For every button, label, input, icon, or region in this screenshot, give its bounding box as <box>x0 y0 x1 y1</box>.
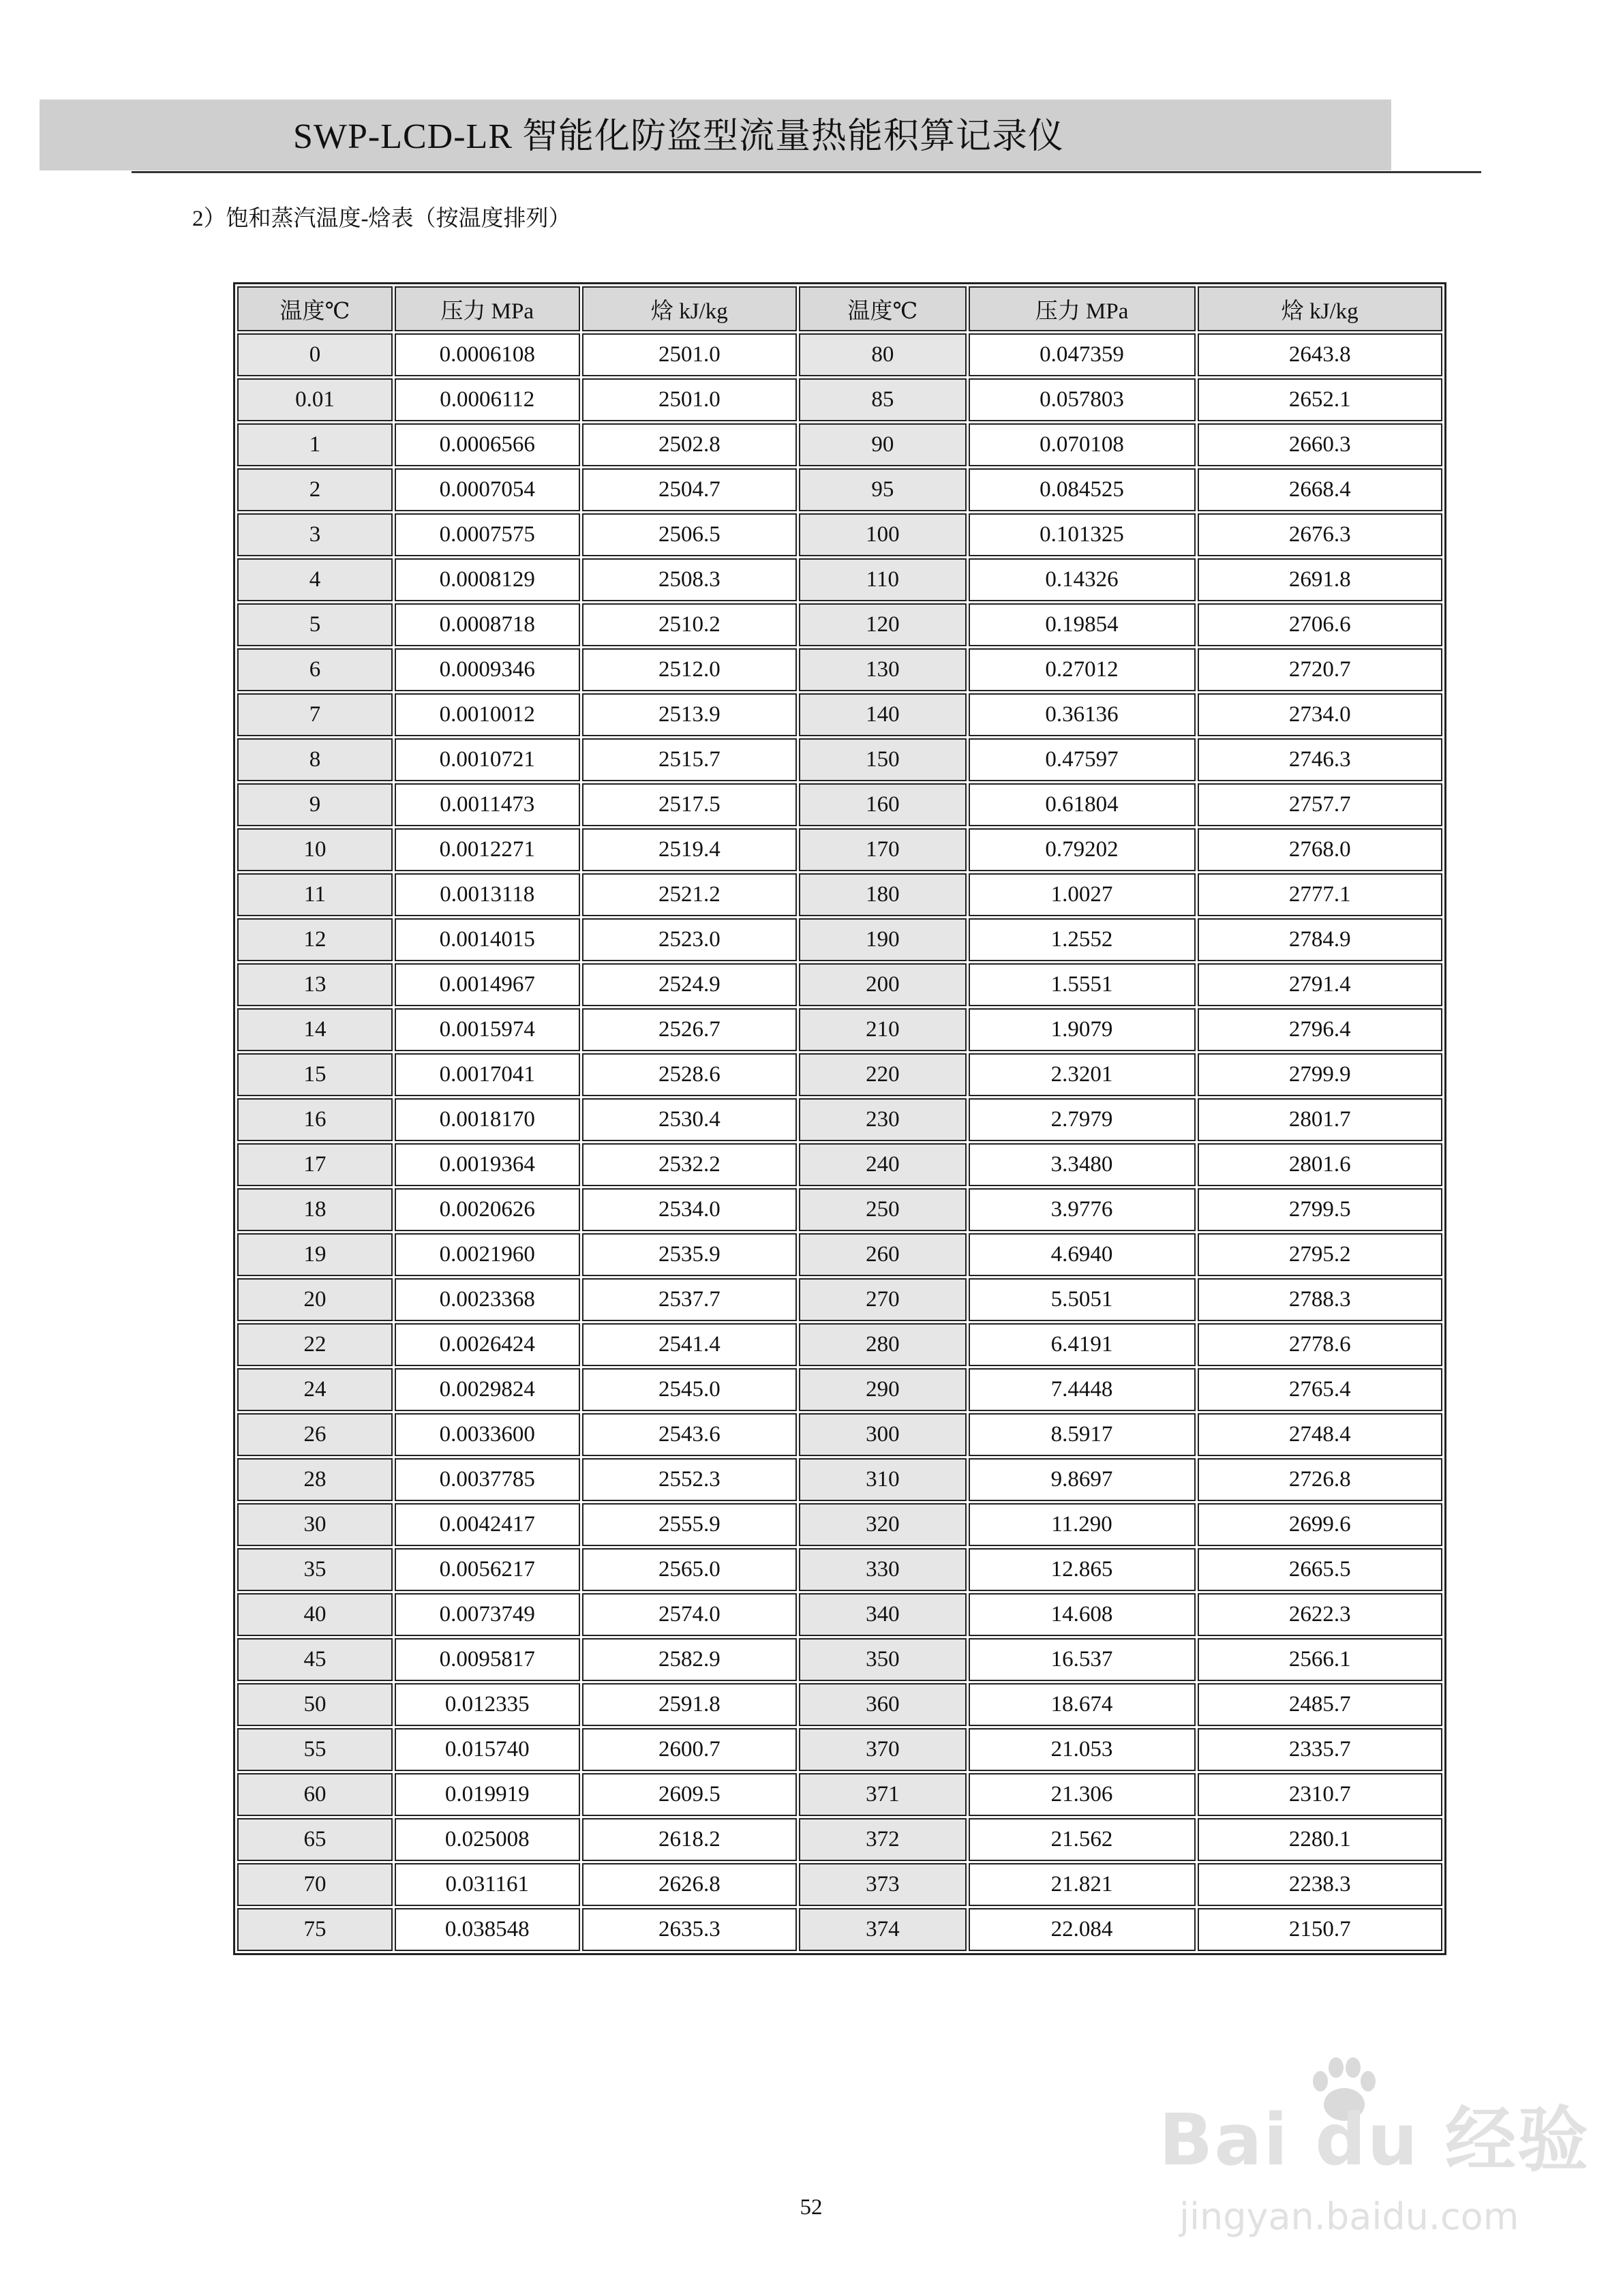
column-header: 温度℃ <box>799 286 966 331</box>
table-cell: 35 <box>237 1548 393 1591</box>
table-cell: 2777.1 <box>1198 873 1442 916</box>
table-cell: 0.0033600 <box>395 1413 580 1456</box>
table-cell: 45 <box>237 1638 393 1681</box>
table-body <box>237 333 1442 1951</box>
table-cell: 220 <box>799 1053 966 1096</box>
table-cell: 0.0029824 <box>395 1368 580 1411</box>
table-cell: 0.0017041 <box>395 1053 580 1096</box>
table-cell: 240 <box>799 1143 966 1186</box>
table-cell: 2513.9 <box>582 693 798 736</box>
table-cell: 0.0023368 <box>395 1278 580 1321</box>
table-cell: 21.562 <box>969 1818 1196 1861</box>
table-cell: 5.5051 <box>969 1278 1196 1321</box>
watermark-url: jingyan.baidu.com <box>1179 2195 1519 2238</box>
table-cell: 60 <box>237 1773 393 1816</box>
table-cell: 0.012335 <box>395 1683 580 1726</box>
table-row <box>237 648 1442 691</box>
table-cell: 0.0019364 <box>395 1143 580 1186</box>
table-cell: 2699.6 <box>1198 1503 1442 1546</box>
table-cell: 110 <box>799 558 966 601</box>
table-cell: 55 <box>237 1728 393 1771</box>
table-cell: 0.0007054 <box>395 468 580 511</box>
table-cell: 0.36136 <box>969 693 1196 736</box>
table-row <box>237 1053 1442 1096</box>
table-row <box>237 333 1442 376</box>
table-cell: 0.0021960 <box>395 1233 580 1276</box>
table-cell: 2626.8 <box>582 1863 798 1906</box>
table-cell: 75 <box>237 1908 393 1951</box>
table-row <box>237 1188 1442 1231</box>
table-cell: 0.47597 <box>969 738 1196 781</box>
table-cell: 14 <box>237 1008 393 1051</box>
table-cell: 2535.9 <box>582 1233 798 1276</box>
table-cell: 2801.7 <box>1198 1098 1442 1141</box>
table-row <box>237 423 1442 466</box>
table-row <box>237 1503 1442 1546</box>
table-cell: 0.0006112 <box>395 378 580 421</box>
table-cell: 2734.0 <box>1198 693 1442 736</box>
table-cell: 0.0037785 <box>395 1458 580 1501</box>
column-header: 压力 MPa <box>969 286 1196 331</box>
table-row <box>237 1098 1442 1141</box>
table-cell: 2519.4 <box>582 828 798 871</box>
table-cell: 200 <box>799 963 966 1006</box>
table-cell: 0.0006108 <box>395 333 580 376</box>
table-cell: 0.0006566 <box>395 423 580 466</box>
table-cell: 2532.2 <box>582 1143 798 1186</box>
table-row <box>237 1863 1442 1906</box>
table-cell: 85 <box>799 378 966 421</box>
table-cell: 10 <box>237 828 393 871</box>
table-cell: 0.0014015 <box>395 918 580 961</box>
table-cell: 0.0056217 <box>395 1548 580 1591</box>
column-header: 温度℃ <box>237 286 393 331</box>
table-cell: 290 <box>799 1368 966 1411</box>
table-cell: 371 <box>799 1773 966 1816</box>
table-cell: 2609.5 <box>582 1773 798 1816</box>
table-cell: 250 <box>799 1188 966 1231</box>
table-cell: 22.084 <box>969 1908 1196 1951</box>
table-row <box>237 1638 1442 1681</box>
table-cell: 24 <box>237 1368 393 1411</box>
table-cell: 0.0073749 <box>395 1593 580 1636</box>
table-cell: 2523.0 <box>582 918 798 961</box>
table-cell: 0.0026424 <box>395 1323 580 1366</box>
table-cell: 18 <box>237 1188 393 1231</box>
table-row <box>237 1233 1442 1276</box>
column-header: 压力 MPa <box>395 286 580 331</box>
table-cell: 140 <box>799 693 966 736</box>
table-cell: 2512.0 <box>582 648 798 691</box>
table-cell: 30 <box>237 1503 393 1546</box>
table-cell: 13 <box>237 963 393 1006</box>
table-cell: 2 <box>237 468 393 511</box>
table-row <box>237 1773 1442 1816</box>
table-cell: 0.038548 <box>395 1908 580 1951</box>
table-cell: 2618.2 <box>582 1818 798 1861</box>
table-cell: 190 <box>799 918 966 961</box>
table-cell: 17 <box>237 1143 393 1186</box>
table-cell: 180 <box>799 873 966 916</box>
table-cell: 2665.5 <box>1198 1548 1442 1591</box>
table-cell: 95 <box>799 468 966 511</box>
table-cell: 2552.3 <box>582 1458 798 1501</box>
table-cell: 1.0027 <box>969 873 1196 916</box>
table-cell: 3 <box>237 513 393 556</box>
table-cell: 0.0008129 <box>395 558 580 601</box>
table-cell: 2555.9 <box>582 1503 798 1546</box>
table-cell: 2537.7 <box>582 1278 798 1321</box>
table-cell: 0.0095817 <box>395 1638 580 1681</box>
table-cell: 2676.3 <box>1198 513 1442 556</box>
table-cell: 15 <box>237 1053 393 1096</box>
table-cell: 2799.5 <box>1198 1188 1442 1231</box>
table-cell: 12.865 <box>969 1548 1196 1591</box>
table-cell: 2545.0 <box>582 1368 798 1411</box>
table-cell: 4.6940 <box>969 1233 1196 1276</box>
table-cell: 0.019919 <box>395 1773 580 1816</box>
table-cell: 2521.2 <box>582 873 798 916</box>
table-row <box>237 1908 1442 1951</box>
table-cell: 2574.0 <box>582 1593 798 1636</box>
table-row <box>237 468 1442 511</box>
table-cell: 0.0011473 <box>395 783 580 826</box>
table-cell: 2502.8 <box>582 423 798 466</box>
table-cell: 2668.4 <box>1198 468 1442 511</box>
table-cell: 2746.3 <box>1198 738 1442 781</box>
table-cell: 0.057803 <box>969 378 1196 421</box>
table-cell: 2526.7 <box>582 1008 798 1051</box>
table-cell: 9.8697 <box>969 1458 1196 1501</box>
table-cell: 2541.4 <box>582 1323 798 1366</box>
table-row <box>237 738 1442 781</box>
baidu-jingyan-watermark <box>1159 2055 1590 2274</box>
table-cell: 270 <box>799 1278 966 1321</box>
table-cell: 2517.5 <box>582 783 798 826</box>
table-cell: 120 <box>799 603 966 646</box>
table-cell: 18.674 <box>969 1683 1196 1726</box>
table-cell: 19 <box>237 1233 393 1276</box>
table-cell: 0.0013118 <box>395 873 580 916</box>
table-cell: 280 <box>799 1323 966 1366</box>
table-cell: 0.79202 <box>969 828 1196 871</box>
table-cell: 320 <box>799 1503 966 1546</box>
table-row <box>237 1818 1442 1861</box>
table-cell: 16.537 <box>969 1638 1196 1681</box>
table-cell: 2757.7 <box>1198 783 1442 826</box>
table-row <box>237 828 1442 871</box>
table-cell: 21.053 <box>969 1728 1196 1771</box>
table-cell: 0 <box>237 333 393 376</box>
table-cell: 2238.3 <box>1198 1863 1442 1906</box>
table-row <box>237 1683 1442 1726</box>
table-cell: 2788.3 <box>1198 1278 1442 1321</box>
table-cell: 2643.8 <box>1198 333 1442 376</box>
table-cell: 2335.7 <box>1198 1728 1442 1771</box>
table-row <box>237 1323 1442 1366</box>
table-cell: 9 <box>237 783 393 826</box>
table-cell: 90 <box>799 423 966 466</box>
table-cell: 170 <box>799 828 966 871</box>
table-cell: 0.0008718 <box>395 603 580 646</box>
table-row <box>237 513 1442 556</box>
table-cell: 2.7979 <box>969 1098 1196 1141</box>
table-row <box>237 1278 1442 1321</box>
table-cell: 2720.7 <box>1198 648 1442 691</box>
table-row <box>237 1548 1442 1591</box>
table-cell: 0.070108 <box>969 423 1196 466</box>
table-cell: 4 <box>237 558 393 601</box>
table-cell: 2748.4 <box>1198 1413 1442 1456</box>
table-cell: 2591.8 <box>582 1683 798 1726</box>
table-row <box>237 1143 1442 1186</box>
table-cell: 20 <box>237 1278 393 1321</box>
table-cell: 300 <box>799 1413 966 1456</box>
table-cell: 7.4448 <box>969 1368 1196 1411</box>
table-cell: 0.0010721 <box>395 738 580 781</box>
table-cell: 230 <box>799 1098 966 1141</box>
table-row <box>237 1008 1442 1051</box>
table-row <box>237 1728 1442 1771</box>
table-cell: 373 <box>799 1863 966 1906</box>
table-cell: 0.031161 <box>395 1863 580 1906</box>
table-cell: 0.0015974 <box>395 1008 580 1051</box>
table-cell: 2652.1 <box>1198 378 1442 421</box>
table-cell: 65 <box>237 1818 393 1861</box>
table-row <box>237 1593 1442 1636</box>
table-row <box>237 1458 1442 1501</box>
table-cell: 16 <box>237 1098 393 1141</box>
table-cell: 2501.0 <box>582 378 798 421</box>
table-cell: 2530.4 <box>582 1098 798 1141</box>
table-cell: 372 <box>799 1818 966 1861</box>
table-cell: 2691.8 <box>1198 558 1442 601</box>
table-cell: 0.0009346 <box>395 648 580 691</box>
table-cell: 370 <box>799 1728 966 1771</box>
table-cell: 2784.9 <box>1198 918 1442 961</box>
table-row <box>237 378 1442 421</box>
table-row <box>237 603 1442 646</box>
table-cell: 2528.6 <box>582 1053 798 1096</box>
table-cell: 0.14326 <box>969 558 1196 601</box>
table-cell: 2600.7 <box>582 1728 798 1771</box>
table-cell: 80 <box>799 333 966 376</box>
table-cell: 0.01 <box>237 378 393 421</box>
table-cell: 100 <box>799 513 966 556</box>
table-cell: 21.306 <box>969 1773 1196 1816</box>
table-cell: 2543.6 <box>582 1413 798 1456</box>
table-cell: 2635.3 <box>582 1908 798 1951</box>
table-cell: 2796.4 <box>1198 1008 1442 1051</box>
table-cell: 2150.7 <box>1198 1908 1442 1951</box>
table-cell: 350 <box>799 1638 966 1681</box>
table-row <box>237 873 1442 916</box>
table-cell: 0.0012271 <box>395 828 580 871</box>
table-row <box>237 1368 1442 1411</box>
table-cell: 11.290 <box>969 1503 1196 1546</box>
table-cell: 7 <box>237 693 393 736</box>
table-cell: 2801.6 <box>1198 1143 1442 1186</box>
table-cell: 0.27012 <box>969 648 1196 691</box>
table-cell: 260 <box>799 1233 966 1276</box>
table-cell: 0.19854 <box>969 603 1196 646</box>
table-cell: 22 <box>237 1323 393 1366</box>
table-cell: 2706.6 <box>1198 603 1442 646</box>
table-header-row <box>237 286 1442 331</box>
table-cell: 2765.4 <box>1198 1368 1442 1411</box>
table-row <box>237 963 1442 1006</box>
table-cell: 2622.3 <box>1198 1593 1442 1636</box>
table-cell: 12 <box>237 918 393 961</box>
table-cell: 2280.1 <box>1198 1818 1442 1861</box>
table-cell: 330 <box>799 1548 966 1591</box>
table-cell: 0.084525 <box>969 468 1196 511</box>
table-cell: 150 <box>799 738 966 781</box>
table-cell: 374 <box>799 1908 966 1951</box>
table-cell: 5 <box>237 603 393 646</box>
table-cell: 0.0014967 <box>395 963 580 1006</box>
table-cell: 2501.0 <box>582 333 798 376</box>
table-cell: 50 <box>237 1683 393 1726</box>
table-cell: 2660.3 <box>1198 423 1442 466</box>
table-row <box>237 1413 1442 1456</box>
table-cell: 3.9776 <box>969 1188 1196 1231</box>
table-cell: 0.101325 <box>969 513 1196 556</box>
table-cell: 2791.4 <box>1198 963 1442 1006</box>
document-title: SWP-LCD-LR 智能化防盗型流量热能积算记录仪 <box>293 117 1065 156</box>
table-cell: 0.0042417 <box>395 1503 580 1546</box>
table-cell: 2506.5 <box>582 513 798 556</box>
table-cell: 11 <box>237 873 393 916</box>
table-cell: 2778.6 <box>1198 1323 1442 1366</box>
table-row <box>237 918 1442 961</box>
table-cell: 40 <box>237 1593 393 1636</box>
table-cell: 0.0018170 <box>395 1098 580 1141</box>
table-cell: 2510.2 <box>582 603 798 646</box>
table-cell: 21.821 <box>969 1863 1196 1906</box>
table-cell: 2534.0 <box>582 1188 798 1231</box>
table-cell: 26 <box>237 1413 393 1456</box>
column-header: 焓 kJ/kg <box>1198 286 1442 331</box>
column-header: 焓 kJ/kg <box>582 286 798 331</box>
table-cell: 2566.1 <box>1198 1638 1442 1681</box>
table-cell: 2515.7 <box>582 738 798 781</box>
table-cell: 340 <box>799 1593 966 1636</box>
table-cell: 2768.0 <box>1198 828 1442 871</box>
table-cell: 1.9079 <box>969 1008 1196 1051</box>
table-cell: 1.2552 <box>969 918 1196 961</box>
table-cell: 6 <box>237 648 393 691</box>
table-cell: 0.0020626 <box>395 1188 580 1231</box>
table-cell: 2504.7 <box>582 468 798 511</box>
table-cell: 70 <box>237 1863 393 1906</box>
table-cell: 1 <box>237 423 393 466</box>
section-subtitle: 2）饱和蒸汽温度-焓表（按温度排列） <box>192 207 571 231</box>
watermark-logo-text: Bai du 经验 <box>1159 2098 1590 2181</box>
table-cell: 2565.0 <box>582 1548 798 1591</box>
table-cell: 130 <box>799 648 966 691</box>
table-cell: 310 <box>799 1458 966 1501</box>
table-row <box>237 558 1442 601</box>
table-cell: 0.015740 <box>395 1728 580 1771</box>
table-cell: 0.61804 <box>969 783 1196 826</box>
table-cell: 3.3480 <box>969 1143 1196 1186</box>
table-cell: 2485.7 <box>1198 1683 1442 1726</box>
saturated-steam-table <box>233 282 1446 1955</box>
table-cell: 8.5917 <box>969 1413 1196 1456</box>
table-row <box>237 693 1442 736</box>
table-cell: 14.608 <box>969 1593 1196 1636</box>
table-cell: 160 <box>799 783 966 826</box>
table-cell: 28 <box>237 1458 393 1501</box>
table-cell: 2799.9 <box>1198 1053 1442 1096</box>
table-row <box>237 783 1442 826</box>
page-number: 52 <box>800 2195 823 2220</box>
table-cell: 8 <box>237 738 393 781</box>
table-cell: 1.5551 <box>969 963 1196 1006</box>
table-cell: 2.3201 <box>969 1053 1196 1096</box>
table-cell: 6.4191 <box>969 1323 1196 1366</box>
table-cell: 0.0010012 <box>395 693 580 736</box>
table-cell: 0.047359 <box>969 333 1196 376</box>
header-rule <box>132 171 1481 173</box>
table-cell: 2524.9 <box>582 963 798 1006</box>
table-cell: 2582.9 <box>582 1638 798 1681</box>
table-cell: 2310.7 <box>1198 1773 1442 1816</box>
table-cell: 2726.8 <box>1198 1458 1442 1501</box>
table-cell: 0.0007575 <box>395 513 580 556</box>
table-cell: 210 <box>799 1008 966 1051</box>
table-cell: 0.025008 <box>395 1818 580 1861</box>
table-cell: 2795.2 <box>1198 1233 1442 1276</box>
table-cell: 2508.3 <box>582 558 798 601</box>
table-cell: 360 <box>799 1683 966 1726</box>
